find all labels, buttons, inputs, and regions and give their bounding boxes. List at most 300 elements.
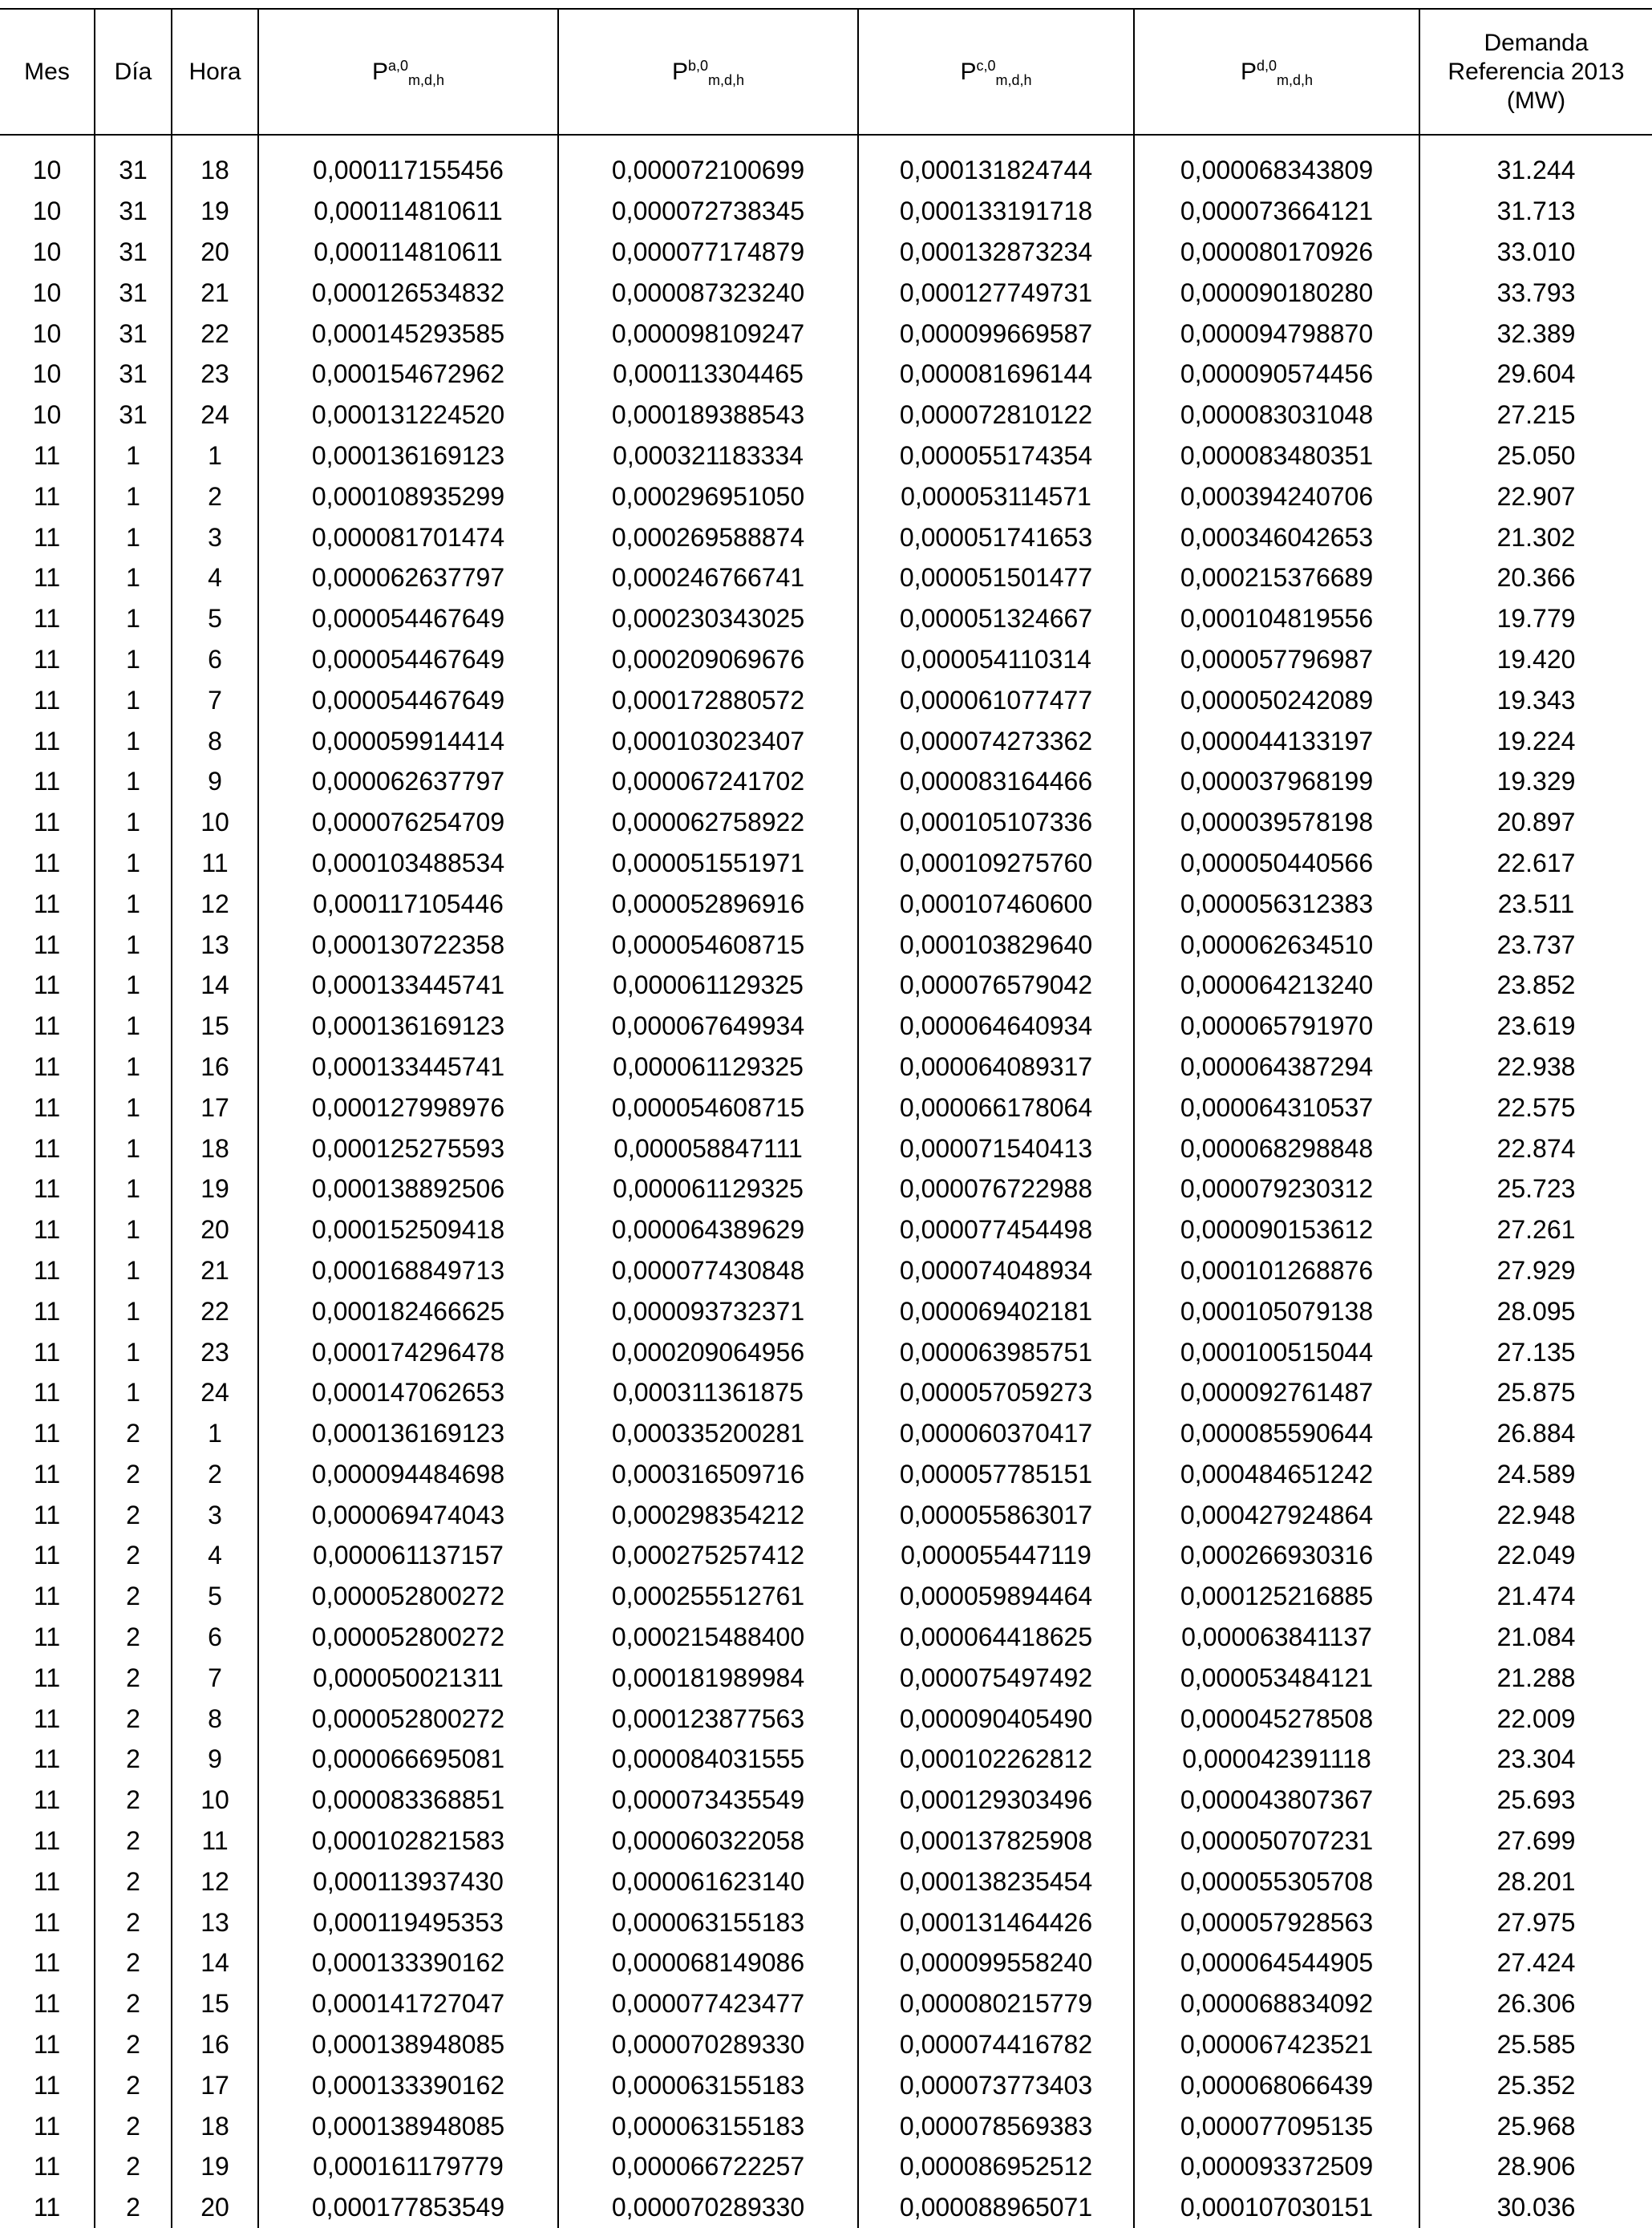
cell-mes: 11 [33,1826,61,1856]
cell-mes: 11 [33,1419,61,1448]
cell-demanda: 26.884 [1419,1413,1652,1454]
cell-hora: 1 [172,1413,258,1454]
cell-hora: 5 [172,1576,258,1617]
cell-p-d: 0,000266930316 [1134,1535,1419,1576]
cell-p-b: 0,000077423477 [558,1983,858,2024]
cell-dia: 1 [95,720,172,761]
cell-p-a: 0,000102821583 [258,1821,558,1861]
table-row [0,1494,1652,1535]
cell-p-d: 0,000068298848 [1134,1128,1419,1169]
cell-p-c: 0,000137825908 [858,1821,1134,1861]
cell-p-d: 0,000083031048 [1134,395,1419,435]
cell-p-a: 0,000076254709 [258,802,558,843]
cell-dia: 2 [95,1617,172,1658]
cell-mes: 11 [33,1459,61,1489]
header-p-d-sup: d,0 [1256,57,1277,74]
table-row [0,395,1652,435]
cell-mes: 11 [33,644,61,674]
cell-p-b: 0,000087323240 [558,272,858,313]
cell-p-a: 0,000069474043 [258,1494,558,1535]
cell-p-b: 0,000230343025 [558,598,858,639]
cell-p-c: 0,000099669587 [858,313,1134,354]
cell-dia: 1 [95,598,172,639]
cell-hora: 8 [172,720,258,761]
cell-dia: 2 [95,1413,172,1454]
header-p-c-sup: c,0 [976,57,996,74]
cell-p-d: 0,000044133197 [1134,720,1419,761]
table-row [0,965,1652,1006]
cell-p-b: 0,000255512761 [558,1576,858,1617]
cell-demanda: 19.343 [1419,679,1652,720]
table-row [0,232,1652,273]
header-demanda-line-1: Demanda [1484,29,1589,56]
table-row [0,1290,1652,1331]
cell-p-a: 0,000138948085 [258,2024,558,2065]
cell-dia: 1 [95,1290,172,1331]
cell-p-a: 0,000147062653 [258,1372,558,1413]
cell-p-c: 0,000103829640 [858,924,1134,965]
cell-p-c: 0,000131464426 [858,1902,1134,1942]
cell-mes: 10 [32,277,62,307]
cell-p-b: 0,000077430848 [558,1250,858,1291]
cell-dia: 2 [95,1739,172,1780]
cell-mes: 10 [32,400,62,430]
cell-demanda: 27.261 [1419,1209,1652,1250]
cell-demanda: 21.084 [1419,1617,1652,1658]
cell-hora: 21 [172,272,258,313]
cell-mes: 11 [33,1378,61,1408]
header-demanda [1419,9,1652,135]
cell-p-b: 0,000084031555 [558,1739,858,1780]
cell-hora: 17 [172,1087,258,1128]
cell-p-d: 0,000045278508 [1134,1698,1419,1739]
cell-mes: 11 [33,1622,61,1652]
cell-p-d: 0,000077095135 [1134,2105,1419,2146]
cell-p-a: 0,000081701474 [258,516,558,557]
cell-dia: 2 [95,2146,172,2187]
cell-p-c: 0,000081696144 [858,354,1134,395]
cell-demanda: 32.389 [1419,313,1652,354]
cell-p-b: 0,000209064956 [558,1331,858,1372]
table-row [0,435,1652,476]
cell-hora: 3 [172,516,258,557]
cell-mes: 11 [33,440,61,470]
cell-p-a: 0,000136169123 [258,435,558,476]
cell-p-d: 0,000094798870 [1134,313,1419,354]
cell-mes: 11 [33,1174,61,1204]
cell-p-c: 0,000127749731 [858,272,1134,313]
cell-hora: 18 [172,2105,258,2146]
cell-p-b: 0,000058847111 [558,1128,858,1169]
cell-p-c: 0,000083164466 [858,761,1134,802]
cell-p-b: 0,000103023407 [558,720,858,761]
table-row [0,2064,1652,2105]
cell-p-a: 0,000152509418 [258,1209,558,1250]
cell-mes: 11 [33,1255,61,1285]
table-row [0,1128,1652,1169]
cell-p-a: 0,000114810611 [258,191,558,232]
cell-hora: 18 [172,135,258,191]
cell-p-c: 0,000109275760 [858,843,1134,884]
cell-p-a: 0,000133390162 [258,2064,558,2105]
cell-p-a: 0,000062637797 [258,557,558,598]
cell-mes: 11 [33,1215,61,1245]
cell-dia: 1 [95,1047,172,1088]
cell-dia: 2 [95,1576,172,1617]
cell-mes: 10 [32,237,62,266]
cell-p-c: 0,000053114571 [858,476,1134,516]
header-row [0,9,1652,135]
cell-dia: 2 [95,1902,172,1942]
cell-p-c: 0,000075497492 [858,1657,1134,1698]
table-row [0,2187,1652,2228]
table-row [0,1454,1652,1495]
cell-dia: 1 [95,516,172,557]
cell-p-d: 0,000068343809 [1134,135,1419,191]
cell-p-a: 0,000062637797 [258,761,558,802]
cell-demanda: 23.852 [1419,965,1652,1006]
cell-p-c: 0,000055863017 [858,1494,1134,1535]
cell-mes: 11 [33,1541,61,1570]
cell-p-b: 0,000063155183 [558,2064,858,2105]
cell-demanda: 19.329 [1419,761,1652,802]
cell-p-d: 0,000105079138 [1134,1290,1419,1331]
table-row [0,1047,1652,1088]
cell-p-d: 0,000484651242 [1134,1454,1419,1495]
table-row [0,1535,1652,1576]
cell-p-a: 0,000168849713 [258,1250,558,1291]
cell-p-b: 0,000123877563 [558,1698,858,1739]
cell-p-a: 0,000108935299 [258,476,558,516]
cell-p-b: 0,000077174879 [558,232,858,273]
cell-hora: 20 [172,232,258,273]
cell-p-b: 0,000316509716 [558,1454,858,1495]
cell-p-b: 0,000061129325 [558,965,858,1006]
cell-p-c: 0,000072810122 [858,395,1134,435]
cell-p-c: 0,000088965071 [858,2187,1134,2228]
cell-p-a: 0,000050021311 [258,1657,558,1698]
cell-p-b: 0,000072738345 [558,191,858,232]
table-row [0,1169,1652,1209]
cell-p-d: 0,000057928563 [1134,1902,1419,1942]
cell-p-c: 0,000080215779 [858,1983,1134,2024]
cell-demanda: 22.575 [1419,1087,1652,1128]
cell-hora: 2 [172,476,258,516]
header-p-d-base: P [1240,58,1257,85]
cell-p-c: 0,000074416782 [858,2024,1134,2065]
cell-p-a: 0,000059914414 [258,720,558,761]
cell-p-c: 0,000090405490 [858,1698,1134,1739]
cell-p-d: 0,000079230312 [1134,1169,1419,1209]
cell-mes: 11 [33,481,61,511]
cell-p-a: 0,000177853549 [258,2187,558,2228]
cell-hora: 18 [172,1128,258,1169]
table-header [0,9,1652,135]
cell-demanda: 27.975 [1419,1902,1652,1942]
cell-demanda: 27.424 [1419,1942,1652,1983]
cell-mes: 11 [33,1663,61,1692]
cell-hora: 24 [172,1372,258,1413]
cell-dia: 2 [95,1942,172,1983]
cell-dia: 2 [95,2105,172,2146]
table-row [0,1006,1652,1047]
cell-p-a: 0,000133445741 [258,965,558,1006]
cell-hora: 10 [172,1780,258,1821]
header-p-b [558,9,858,135]
cell-p-c: 0,000086952512 [858,2146,1134,2187]
cell-dia: 31 [95,191,172,232]
cell-p-b: 0,000335200281 [558,1413,858,1454]
cell-p-a: 0,000117105446 [258,883,558,924]
cell-demanda: 22.049 [1419,1535,1652,1576]
cell-dia: 2 [95,2064,172,2105]
cell-dia: 31 [95,313,172,354]
cell-hora: 22 [172,313,258,354]
table-row [0,2105,1652,2146]
cell-p-c: 0,000105107336 [858,802,1134,843]
cell-dia: 31 [95,232,172,273]
cell-p-c: 0,000077454498 [858,1209,1134,1250]
cell-p-d: 0,000043807367 [1134,1780,1419,1821]
cell-p-c: 0,000102262812 [858,1739,1134,1780]
cell-p-b: 0,000246766741 [558,557,858,598]
cell-p-c: 0,000064418625 [858,1617,1134,1658]
cell-p-c: 0,000074273362 [858,720,1134,761]
cell-p-a: 0,000114810611 [258,232,558,273]
cell-p-c: 0,000078569383 [858,2105,1134,2146]
table-row [0,1576,1652,1617]
cell-dia: 31 [95,354,172,395]
header-mes: Mes [0,9,95,135]
cell-mes: 11 [33,604,61,634]
cell-hora: 8 [172,1698,258,1739]
cell-dia: 1 [95,1006,172,1047]
cell-p-c: 0,000051741653 [858,516,1134,557]
cell-p-b: 0,000072100699 [558,135,858,191]
cell-p-d: 0,000064544905 [1134,1942,1419,1983]
cell-p-d: 0,000093372509 [1134,2146,1419,2187]
cell-p-d: 0,000064213240 [1134,965,1419,1006]
table-row [0,1861,1652,1902]
cell-demanda: 19.224 [1419,720,1652,761]
cell-p-c: 0,000069402181 [858,1290,1134,1331]
table-row [0,516,1652,557]
cell-hora: 11 [172,843,258,884]
cell-hora: 14 [172,1942,258,1983]
header-dia: Día [95,9,172,135]
cell-mes: 11 [33,1582,61,1611]
cell-hora: 5 [172,598,258,639]
cell-demanda: 25.352 [1419,2064,1652,2105]
cell-hora: 19 [172,2146,258,2187]
cell-hora: 19 [172,191,258,232]
cell-p-a: 0,000138892506 [258,1169,558,1209]
cell-p-d: 0,000050242089 [1134,679,1419,720]
cell-demanda: 25.875 [1419,1372,1652,1413]
header-p-b-sub: m,d,h [708,71,745,88]
table-row [0,135,1652,191]
cell-p-d: 0,000427924864 [1134,1494,1419,1535]
cell-p-a: 0,000154672962 [258,354,558,395]
cell-p-a: 0,000094484698 [258,1454,558,1495]
cell-demanda: 33.010 [1419,232,1652,273]
cell-p-b: 0,000298354212 [558,1494,858,1535]
cell-p-a: 0,000127998976 [258,1087,558,1128]
cell-p-b: 0,000311361875 [558,1372,858,1413]
cell-p-b: 0,000063155183 [558,2105,858,2146]
cell-hora: 14 [172,965,258,1006]
cell-p-c: 0,000061077477 [858,679,1134,720]
cell-p-a: 0,000054467649 [258,598,558,639]
cell-mes: 11 [33,808,61,837]
cell-demanda: 28.201 [1419,1861,1652,1902]
cell-p-b: 0,000060322058 [558,1821,858,1861]
cell-p-a: 0,000052800272 [258,1617,558,1658]
cell-p-c: 0,000133191718 [858,191,1134,232]
cell-demanda: 29.604 [1419,354,1652,395]
cell-p-c: 0,000055447119 [858,1535,1134,1576]
cell-dia: 2 [95,1454,172,1495]
cell-mes: 10 [32,156,62,185]
table-row [0,924,1652,965]
table-row [0,598,1652,639]
cell-p-a: 0,000052800272 [258,1576,558,1617]
table-row [0,802,1652,843]
cell-demanda: 23.511 [1419,883,1652,924]
cell-p-d: 0,000055305708 [1134,1861,1419,1902]
cell-p-d: 0,000064387294 [1134,1047,1419,1088]
cell-demanda: 25.585 [1419,2024,1652,2065]
cell-mes: 11 [33,1133,61,1163]
cell-p-b: 0,000296951050 [558,476,858,516]
cell-hora: 12 [172,883,258,924]
header-hora: Hora [172,9,258,135]
cell-demanda: 25.968 [1419,2105,1652,2146]
cell-dia: 1 [95,965,172,1006]
cell-mes: 11 [33,1296,61,1326]
cell-p-b: 0,000070289330 [558,2187,858,2228]
cell-mes: 11 [33,1948,61,1978]
table-row [0,272,1652,313]
table-row [0,1983,1652,2024]
cell-demanda: 25.723 [1419,1169,1652,1209]
cell-mes: 11 [33,930,61,959]
cell-p-a: 0,000131224520 [258,395,558,435]
cell-p-c: 0,000064640934 [858,1006,1134,1047]
cell-hora: 23 [172,354,258,395]
cell-dia: 1 [95,639,172,680]
cell-p-d: 0,000056312383 [1134,883,1419,924]
table-row [0,1617,1652,1658]
cell-mes: 11 [33,1092,61,1122]
cell-p-b: 0,000051551971 [558,843,858,884]
cell-demanda: 24.589 [1419,1454,1652,1495]
cell-p-c: 0,000057785151 [858,1454,1134,1495]
cell-p-d: 0,000073664121 [1134,191,1419,232]
cell-p-d: 0,000080170926 [1134,232,1419,273]
cell-p-c: 0,000060370417 [858,1413,1134,1454]
cell-demanda: 33.793 [1419,272,1652,313]
cell-p-c: 0,000064089317 [858,1047,1134,1088]
cell-demanda: 31.244 [1419,135,1652,191]
cell-dia: 1 [95,1169,172,1209]
cell-p-c: 0,000099558240 [858,1942,1134,1983]
cell-p-a: 0,000130722358 [258,924,558,965]
cell-p-b: 0,000052896916 [558,883,858,924]
cell-p-d: 0,000394240706 [1134,476,1419,516]
cell-dia: 31 [95,395,172,435]
cell-mes: 11 [33,1337,61,1367]
hourly-profile-table [0,8,1652,2228]
cell-p-a: 0,000182466625 [258,1290,558,1331]
table-row [0,1331,1652,1372]
cell-dia: 1 [95,1372,172,1413]
cell-hora: 13 [172,924,258,965]
cell-hora: 9 [172,1739,258,1780]
cell-p-b: 0,000181989984 [558,1657,858,1698]
cell-p-d: 0,000065791970 [1134,1006,1419,1047]
cell-mes: 11 [33,2193,61,2222]
cell-p-b: 0,000067649934 [558,1006,858,1047]
cell-demanda: 23.619 [1419,1006,1652,1047]
cell-p-a: 0,000145293585 [258,313,558,354]
cell-demanda: 25.050 [1419,435,1652,476]
cell-p-a: 0,000083368851 [258,1780,558,1821]
cell-p-b: 0,000062758922 [558,802,858,843]
header-p-d [1134,9,1419,135]
cell-p-a: 0,000161179779 [258,2146,558,2187]
cell-demanda: 20.366 [1419,557,1652,598]
cell-p-c: 0,000076579042 [858,965,1134,1006]
cell-mes: 10 [32,318,62,348]
table-body [0,135,1652,2228]
cell-mes: 11 [33,2152,61,2181]
header-p-b-sup: b,0 [687,57,708,74]
cell-mes: 10 [32,196,62,226]
cell-p-b: 0,000067241702 [558,761,858,802]
cell-p-c: 0,000057059273 [858,1372,1134,1413]
cell-dia: 2 [95,1983,172,2024]
cell-dia: 1 [95,802,172,843]
cell-p-b: 0,000066722257 [558,2146,858,2187]
cell-p-a: 0,000174296478 [258,1331,558,1372]
cell-hora: 6 [172,639,258,680]
cell-dia: 2 [95,1535,172,1576]
cell-dia: 2 [95,2024,172,2065]
header-p-a-sup: a,0 [387,57,408,74]
cell-p-d: 0,000104819556 [1134,598,1419,639]
cell-dia: 1 [95,557,172,598]
cell-p-c: 0,000059894464 [858,1576,1134,1617]
cell-p-d: 0,000092761487 [1134,1372,1419,1413]
cell-p-c: 0,000055174354 [858,435,1134,476]
cell-p-d: 0,000090153612 [1134,1209,1419,1250]
cell-p-c: 0,000132873234 [858,232,1134,273]
cell-p-b: 0,000064389629 [558,1209,858,1250]
cell-p-a: 0,000136169123 [258,1006,558,1047]
cell-dia: 2 [95,1780,172,1821]
cell-p-d: 0,000125216885 [1134,1576,1419,1617]
cell-p-b: 0,000070289330 [558,2024,858,2065]
cell-demanda: 22.948 [1419,1494,1652,1535]
cell-hora: 12 [172,1861,258,1902]
cell-mes: 10 [32,359,62,389]
cell-p-c: 0,000073773403 [858,2064,1134,2105]
cell-p-d: 0,000083480351 [1134,435,1419,476]
cell-demanda: 19.779 [1419,598,1652,639]
cell-p-d: 0,000101268876 [1134,1250,1419,1291]
table-row [0,1087,1652,1128]
